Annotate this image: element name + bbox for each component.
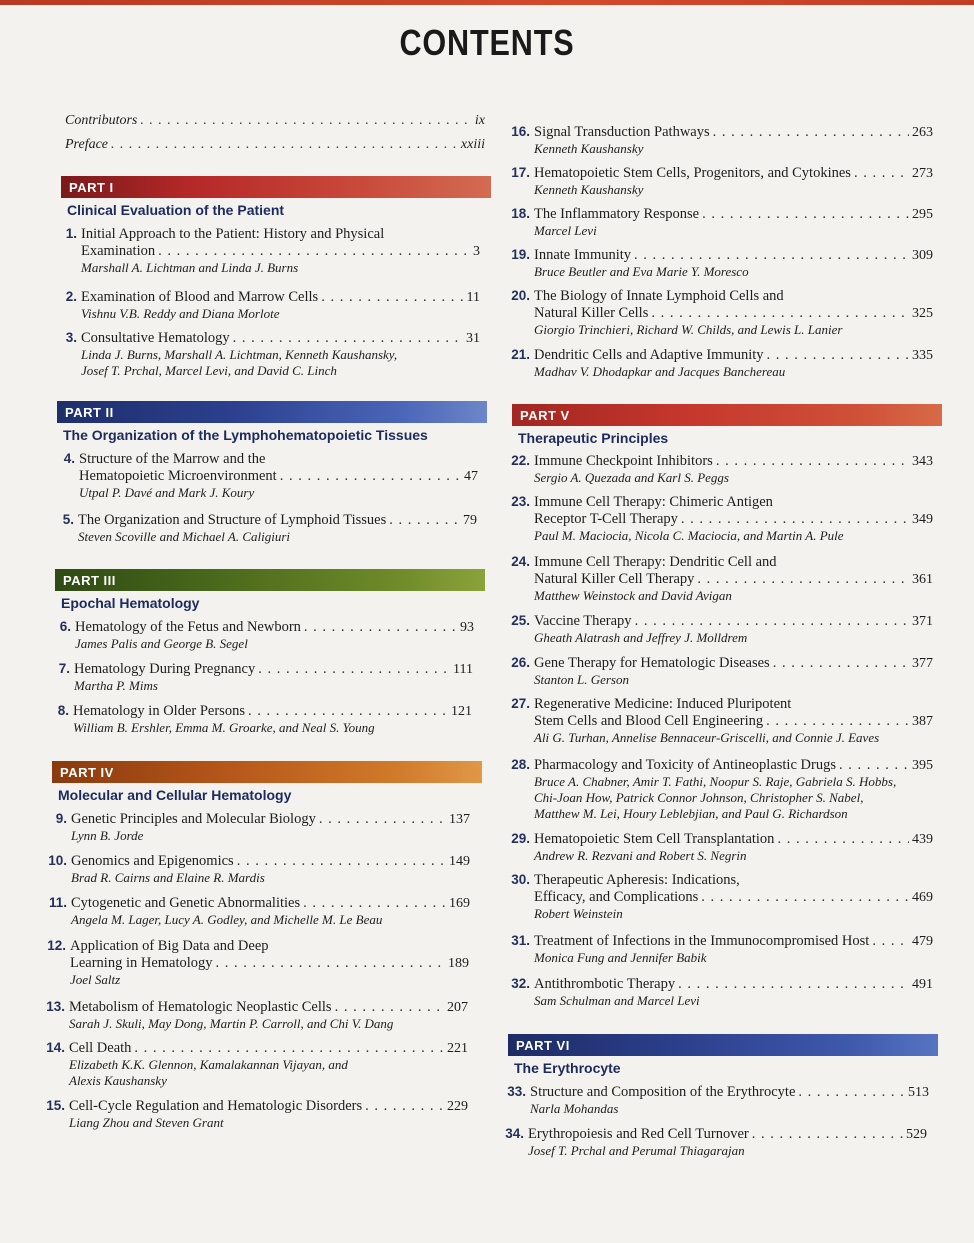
- part-4: [52, 761, 482, 803]
- chapter-authors: James Palis and George B. Segel: [75, 636, 248, 651]
- chapter-title: Dendritic Cells and Adaptive Immunity: [534, 347, 764, 363]
- chapter-authors: Sarah J. Skuli, May Dong, Martin P. Carroll, and Chi V. Dang: [69, 1016, 394, 1031]
- chapter-title: Cell Death: [69, 1040, 132, 1056]
- chapter-entry[interactable]: [55, 330, 480, 379]
- chapter-title: Genetic Principles and Molecular Biology: [71, 811, 316, 827]
- chapter-authors: Gheath Alatrash and Jeffrey J. Molldrem: [534, 630, 748, 645]
- page-number: 529: [906, 1127, 927, 1142]
- chapter-authors: Madhav V. Dhodapkar and Jacques Banchereau: [534, 364, 786, 379]
- chapter-title: Gene Therapy for Hematologic Diseases: [534, 655, 770, 671]
- leader-dots: [280, 468, 461, 485]
- chapter-number: 33.: [507, 1084, 526, 1099]
- chapter-entry[interactable]: [508, 288, 933, 338]
- part-label-bar: PART II: [57, 401, 487, 423]
- chapter-title: The Inflammatory Response: [534, 206, 700, 222]
- page-number: 361: [912, 572, 933, 587]
- page-number: 325: [912, 306, 933, 321]
- leader-dots: [701, 889, 909, 906]
- front-matter-label: Preface: [65, 137, 109, 152]
- chapter-title: Innate Immunity: [534, 247, 632, 263]
- leader-dots: [854, 165, 909, 182]
- chapter-entry[interactable]: [55, 289, 480, 322]
- chapter-number: 28.: [511, 757, 530, 772]
- part-label-bar: PART I: [61, 176, 491, 198]
- chapter-authors: Kenneth Kaushansky: [534, 141, 644, 156]
- chapter-entry[interactable]: [508, 494, 933, 544]
- chapter-title: Initial Approach to the Patient: History and Physical: [81, 226, 385, 242]
- page-number: 229: [447, 1099, 468, 1114]
- chapter-entry[interactable]: [52, 512, 477, 545]
- leader-dots: [766, 713, 909, 730]
- chapter-authors: Liang Zhou and Steven Grant: [69, 1115, 224, 1130]
- chapter-authors: Elizabeth K.K. Glennon, Kamalakannan Vijayan, and: [69, 1057, 348, 1072]
- chapter-title: Immune Cell Therapy: Dendritic Cell and: [534, 554, 777, 570]
- chapter-authors: Lynn B. Jorde: [71, 828, 144, 843]
- chapter-title: Treatment of Infections in the Immunocompromised Host: [534, 933, 870, 949]
- leader-dots: [635, 613, 909, 630]
- leader-dots: [111, 137, 458, 153]
- chapter-title: Hematopoietic Stem Cells, Progenitors, and Cytokines: [534, 165, 851, 181]
- chapter-authors: Ali G. Turhan, Annelise Bennaceur-Griscelli, and Connie J. Eaves: [534, 730, 880, 745]
- leader-dots: [839, 757, 909, 774]
- chapter-title: Hematopoietic Stem Cell Transplantation: [534, 831, 775, 847]
- page-number: 79: [463, 513, 477, 528]
- chapter-title: Application of Big Data and Deep: [70, 938, 269, 954]
- page-number: 3: [473, 244, 480, 259]
- part-1: [61, 176, 491, 218]
- chapter-entry[interactable]: [508, 831, 933, 864]
- chapter-number: 15.: [46, 1098, 65, 1113]
- chapter-authors: Robert Weinstein: [534, 906, 623, 921]
- chapter-title: Hematology in Older Persons: [73, 703, 245, 719]
- chapter-number: 17.: [511, 165, 530, 180]
- leader-dots: [678, 976, 909, 993]
- chapter-number: 20.: [511, 288, 530, 303]
- leader-dots: [216, 955, 445, 972]
- chapter-title-cont: Examination: [81, 243, 156, 259]
- chapter-entry[interactable]: [45, 895, 470, 928]
- chapter-authors: Chi-Joan How, Patrick Connor Johnson, Christopher S. Nabel,: [534, 790, 864, 805]
- page-number: 169: [449, 896, 470, 911]
- leader-dots: [634, 247, 909, 264]
- page-number: 295: [912, 207, 933, 222]
- chapter-number: 22.: [511, 453, 530, 468]
- chapter-entry[interactable]: [508, 206, 933, 239]
- chapter-number: 31.: [511, 933, 530, 948]
- part-3: [55, 569, 485, 611]
- chapter-number: 32.: [511, 976, 530, 991]
- chapter-authors: Marcel Levi: [534, 223, 597, 238]
- chapter-title: Cell-Cycle Regulation and Hematologic Disorders: [69, 1098, 363, 1114]
- chapter-number: 7.: [58, 661, 70, 676]
- page-number: 371: [912, 614, 933, 629]
- chapter-number: 8.: [57, 703, 69, 718]
- chapter-number: 23.: [511, 494, 530, 509]
- chapter-title-cont: Efficacy, and Complications: [534, 889, 699, 905]
- leader-dots: [304, 619, 457, 636]
- chapter-number: 10.: [48, 853, 67, 868]
- chapter-title: Erythropoiesis and Red Cell Turnover: [528, 1126, 749, 1142]
- chapter-title: Consultative Hematology: [81, 330, 230, 346]
- leader-dots: [713, 124, 909, 141]
- leader-dots: [389, 512, 460, 529]
- chapter-title: Immune Cell Therapy: Chimeric Antigen: [534, 494, 773, 510]
- chapter-entry[interactable]: [55, 226, 480, 276]
- chapter-entry[interactable]: [502, 1126, 927, 1159]
- part-title: Clinical Evaluation of the Patient: [67, 202, 285, 218]
- chapter-number: 13.: [46, 999, 65, 1014]
- chapter-entry[interactable]: [43, 999, 468, 1032]
- chapter-authors: Steven Scoville and Michael A. Caligiuri: [78, 529, 291, 544]
- chapter-entry[interactable]: [508, 124, 933, 157]
- leader-dots: [752, 1126, 903, 1143]
- page-number: 513: [908, 1085, 929, 1100]
- page-number: 479: [912, 934, 933, 949]
- chapter-authors: Matthew Weinstock and David Avigan: [534, 588, 732, 603]
- chapter-number: 9.: [55, 811, 67, 826]
- chapter-authors: Linda J. Burns, Marshall A. Lichtman, Kenneth Kaushansky,: [81, 347, 398, 362]
- leader-dots: [134, 1040, 444, 1057]
- chapter-title: Genomics and Epigenomics: [71, 853, 234, 869]
- leader-dots: [767, 347, 909, 364]
- chapter-title-cont: Receptor T-Cell Therapy: [534, 511, 678, 527]
- part-title: Epochal Hematology: [61, 595, 200, 611]
- chapter-entry[interactable]: [49, 619, 474, 652]
- chapter-authors: Josef T. Prchal and Perumal Thiagarajan: [528, 1143, 745, 1158]
- chapter-title: Hematology During Pregnancy: [74, 661, 256, 677]
- chapter-authors: Matthew M. Lei, Houry Leblebjian, and Paul G. Richardson: [534, 806, 848, 821]
- chapter-entry[interactable]: [43, 1040, 468, 1089]
- page-number: 469: [912, 890, 933, 905]
- chapter-authors: Narla Mohandas: [530, 1101, 619, 1116]
- chapter-authors: Stanton L. Gerson: [534, 672, 629, 687]
- front-matter-label: Contributors: [65, 113, 138, 128]
- page-number: 31: [466, 331, 480, 346]
- chapter-number: 16.: [511, 124, 530, 139]
- chapter-entry[interactable]: [508, 655, 933, 688]
- chapter-number: 26.: [511, 655, 530, 670]
- front-matter-contributors[interactable]: [65, 113, 485, 129]
- chapter-authors: Brad R. Cairns and Elaine R. Mardis: [71, 870, 265, 885]
- chapter-entry[interactable]: [508, 757, 933, 822]
- chapter-authors: Sergio A. Quezada and Karl S. Peggs: [534, 470, 729, 485]
- chapter-title: Signal Transduction Pathways: [534, 124, 710, 140]
- chapter-entry[interactable]: [47, 703, 472, 736]
- chapter-authors: Giorgio Trinchieri, Richard W. Childs, and Lewis L. Lanier: [534, 322, 843, 337]
- chapter-number: 18.: [511, 206, 530, 221]
- page-number: 47: [464, 469, 478, 484]
- chapter-entry[interactable]: [504, 1084, 929, 1117]
- part-label-bar: PART VI: [508, 1034, 938, 1056]
- leader-dots: [773, 655, 909, 672]
- chapter-authors: Paul M. Maciocia, Nicola C. Maciocia, and Martin A. Pule: [534, 528, 844, 543]
- chapter-entry[interactable]: [48, 661, 473, 694]
- chapter-entry[interactable]: [508, 554, 933, 604]
- chapter-number: 1.: [65, 226, 77, 241]
- page-number: xxiii: [460, 137, 485, 152]
- chapter-authors: Utpal P. Davé and Mark J. Koury: [79, 485, 255, 500]
- chapter-title: Metabolism of Hematologic Neoplastic Cells: [69, 999, 332, 1015]
- chapter-title: Therapeutic Apheresis: Indications,: [534, 872, 740, 888]
- chapter-authors: William B. Ershler, Emma M. Groarke, and Neal S. Young: [73, 720, 375, 735]
- chapter-entry[interactable]: [508, 247, 933, 280]
- chapter-title: Regenerative Medicine: Induced Pluripotent: [534, 696, 792, 712]
- part-label-bar: PART V: [512, 404, 942, 426]
- chapter-authors: Kenneth Kaushansky: [534, 182, 644, 197]
- chapter-title: Hematology of the Fetus and Newborn: [75, 619, 301, 635]
- chapter-number: 25.: [511, 613, 530, 628]
- chapter-entry[interactable]: [508, 613, 933, 646]
- leader-dots: [798, 1084, 905, 1101]
- part-title: Therapeutic Principles: [518, 430, 669, 446]
- chapter-number: 3.: [65, 330, 77, 345]
- chapter-title-cont: Stem Cells and Blood Cell Engineering: [534, 713, 764, 729]
- leader-dots: [233, 330, 463, 347]
- chapter-title-cont: Natural Killer Cell Therapy: [534, 571, 695, 587]
- chapter-entry[interactable]: [508, 933, 933, 966]
- chapter-number: 12.: [47, 938, 66, 953]
- part-5: [512, 404, 942, 446]
- page-number: 387: [912, 714, 933, 729]
- leader-dots: [258, 661, 450, 678]
- chapter-title: Cytogenetic and Genetic Abnormalities: [71, 895, 301, 911]
- page-number: 349: [912, 512, 933, 527]
- chapter-authors: Josef T. Prchal, Marcel Levi, and David C. Linch: [81, 363, 337, 378]
- chapter-title: Antithrombotic Therapy: [534, 976, 676, 992]
- part-label-bar: PART IV: [52, 761, 482, 783]
- leader-dots: [303, 895, 446, 912]
- chapter-title: The Organization and Structure of Lymphoid Tissues: [78, 512, 387, 528]
- page-number: 343: [912, 454, 933, 469]
- chapter-entry[interactable]: [43, 1098, 468, 1131]
- chapter-number: 6.: [59, 619, 71, 634]
- leader-dots: [140, 113, 472, 129]
- chapter-entry[interactable]: [508, 165, 933, 198]
- chapter-authors: Angela M. Lager, Lucy A. Godley, and Michelle M. Le Beau: [71, 912, 383, 927]
- chapter-entry[interactable]: [508, 872, 933, 922]
- chapter-number: 4.: [63, 451, 75, 466]
- chapter-authors: Alexis Kaushansky: [69, 1073, 167, 1088]
- chapter-title: Vaccine Therapy: [534, 613, 632, 629]
- chapter-number: 30.: [511, 872, 530, 887]
- chapter-number: 21.: [511, 347, 530, 362]
- leader-dots: [321, 289, 463, 306]
- page-number: 377: [912, 656, 933, 671]
- page-number: 137: [449, 812, 470, 827]
- leader-dots: [365, 1098, 444, 1115]
- page-number: 221: [447, 1041, 468, 1056]
- chapter-number: 24.: [511, 554, 530, 569]
- part-label-bar: PART III: [55, 569, 485, 591]
- chapter-authors: Vishnu V.B. Reddy and Diana Morlote: [81, 306, 280, 321]
- chapter-title: Pharmacology and Toxicity of Antineoplastic Drugs: [534, 757, 836, 773]
- chapter-number: 11.: [48, 895, 67, 910]
- leader-dots: [702, 206, 909, 223]
- chapter-title: Structure and Composition of the Erythrocyte: [530, 1084, 796, 1100]
- chapter-authors: Marshall A. Lichtman and Linda J. Burns: [81, 260, 299, 275]
- chapter-number: 5.: [62, 512, 74, 527]
- chapter-title: Examination of Blood and Marrow Cells: [81, 289, 319, 305]
- chapter-title-cont: Learning in Hematology: [70, 955, 213, 971]
- page-number: 309: [912, 248, 933, 263]
- chapter-number: 2.: [65, 289, 77, 304]
- page-number: 263: [912, 125, 933, 140]
- chapter-authors: Bruce Beutler and Eva Marie Y. Moresco: [534, 264, 749, 279]
- chapter-entry[interactable]: [53, 451, 478, 501]
- chapter-title: The Biology of Innate Lymphoid Cells and: [534, 288, 784, 304]
- leader-dots: [237, 853, 446, 870]
- chapter-title-cont: Hematopoietic Microenvironment: [79, 468, 277, 484]
- page-number: 121: [451, 704, 472, 719]
- leader-dots: [651, 305, 909, 322]
- chapter-entry[interactable]: [508, 347, 933, 380]
- chapter-title-cont: Natural Killer Cells: [534, 305, 649, 321]
- page-number: 395: [912, 758, 933, 773]
- top-accent-bar: [0, 0, 974, 5]
- page-number: 335: [912, 348, 933, 363]
- leader-dots: [335, 999, 444, 1016]
- leader-dots: [872, 933, 909, 950]
- chapter-number: 14.: [46, 1040, 65, 1055]
- chapter-entry[interactable]: [45, 853, 470, 886]
- part-2: [57, 401, 487, 443]
- chapter-number: 34.: [505, 1126, 524, 1141]
- page-number: 439: [912, 832, 933, 847]
- chapter-number: 27.: [511, 696, 530, 711]
- chapter-authors: Monica Fung and Jennifer Babik: [534, 950, 707, 965]
- leader-dots: [248, 703, 448, 720]
- chapter-entry[interactable]: [508, 453, 933, 486]
- part-title: Molecular and Cellular Hematology: [58, 787, 292, 803]
- leader-dots: [697, 571, 909, 588]
- leader-dots: [319, 811, 446, 828]
- page-number: 149: [449, 854, 470, 869]
- page-number: 207: [447, 1000, 468, 1015]
- chapter-entry[interactable]: [45, 811, 470, 844]
- page-number: 11: [466, 290, 480, 305]
- chapter-authors: Bruce A. Chabner, Amir T. Fathi, Noopur S. Raje, Gabriela S. Hobbs,: [534, 774, 897, 789]
- part-title: The Organization of the Lymphohematopoietic Tissues: [63, 427, 428, 443]
- leader-dots: [158, 243, 470, 260]
- front-matter-preface[interactable]: [65, 137, 485, 153]
- chapter-number: 29.: [511, 831, 530, 846]
- page-title: CONTENTS: [399, 22, 575, 63]
- part-title: The Erythrocyte: [514, 1060, 621, 1076]
- chapter-entry[interactable]: [508, 696, 933, 746]
- chapter-number: 19.: [511, 247, 530, 262]
- page-number: 189: [448, 956, 469, 971]
- leader-dots: [777, 831, 909, 848]
- chapter-entry[interactable]: [44, 938, 469, 988]
- page-number: 111: [453, 662, 473, 677]
- chapter-title: Structure of the Marrow and the: [79, 451, 266, 467]
- chapter-authors: Joel Saltz: [70, 972, 121, 987]
- chapter-authors: Sam Schulman and Marcel Levi: [534, 993, 700, 1008]
- chapter-title: Immune Checkpoint Inhibitors: [534, 453, 713, 469]
- page-number: 491: [912, 977, 933, 992]
- chapter-authors: Martha P. Mims: [74, 678, 158, 693]
- page-number: 273: [912, 166, 933, 181]
- leader-dots: [716, 453, 909, 470]
- leader-dots: [681, 511, 909, 528]
- part-6: [508, 1034, 938, 1076]
- page-number: 93: [460, 620, 474, 635]
- chapter-authors: Andrew R. Rezvani and Robert S. Negrin: [534, 848, 747, 863]
- page-number: ix: [474, 113, 485, 128]
- chapter-entry[interactable]: [508, 976, 933, 1009]
